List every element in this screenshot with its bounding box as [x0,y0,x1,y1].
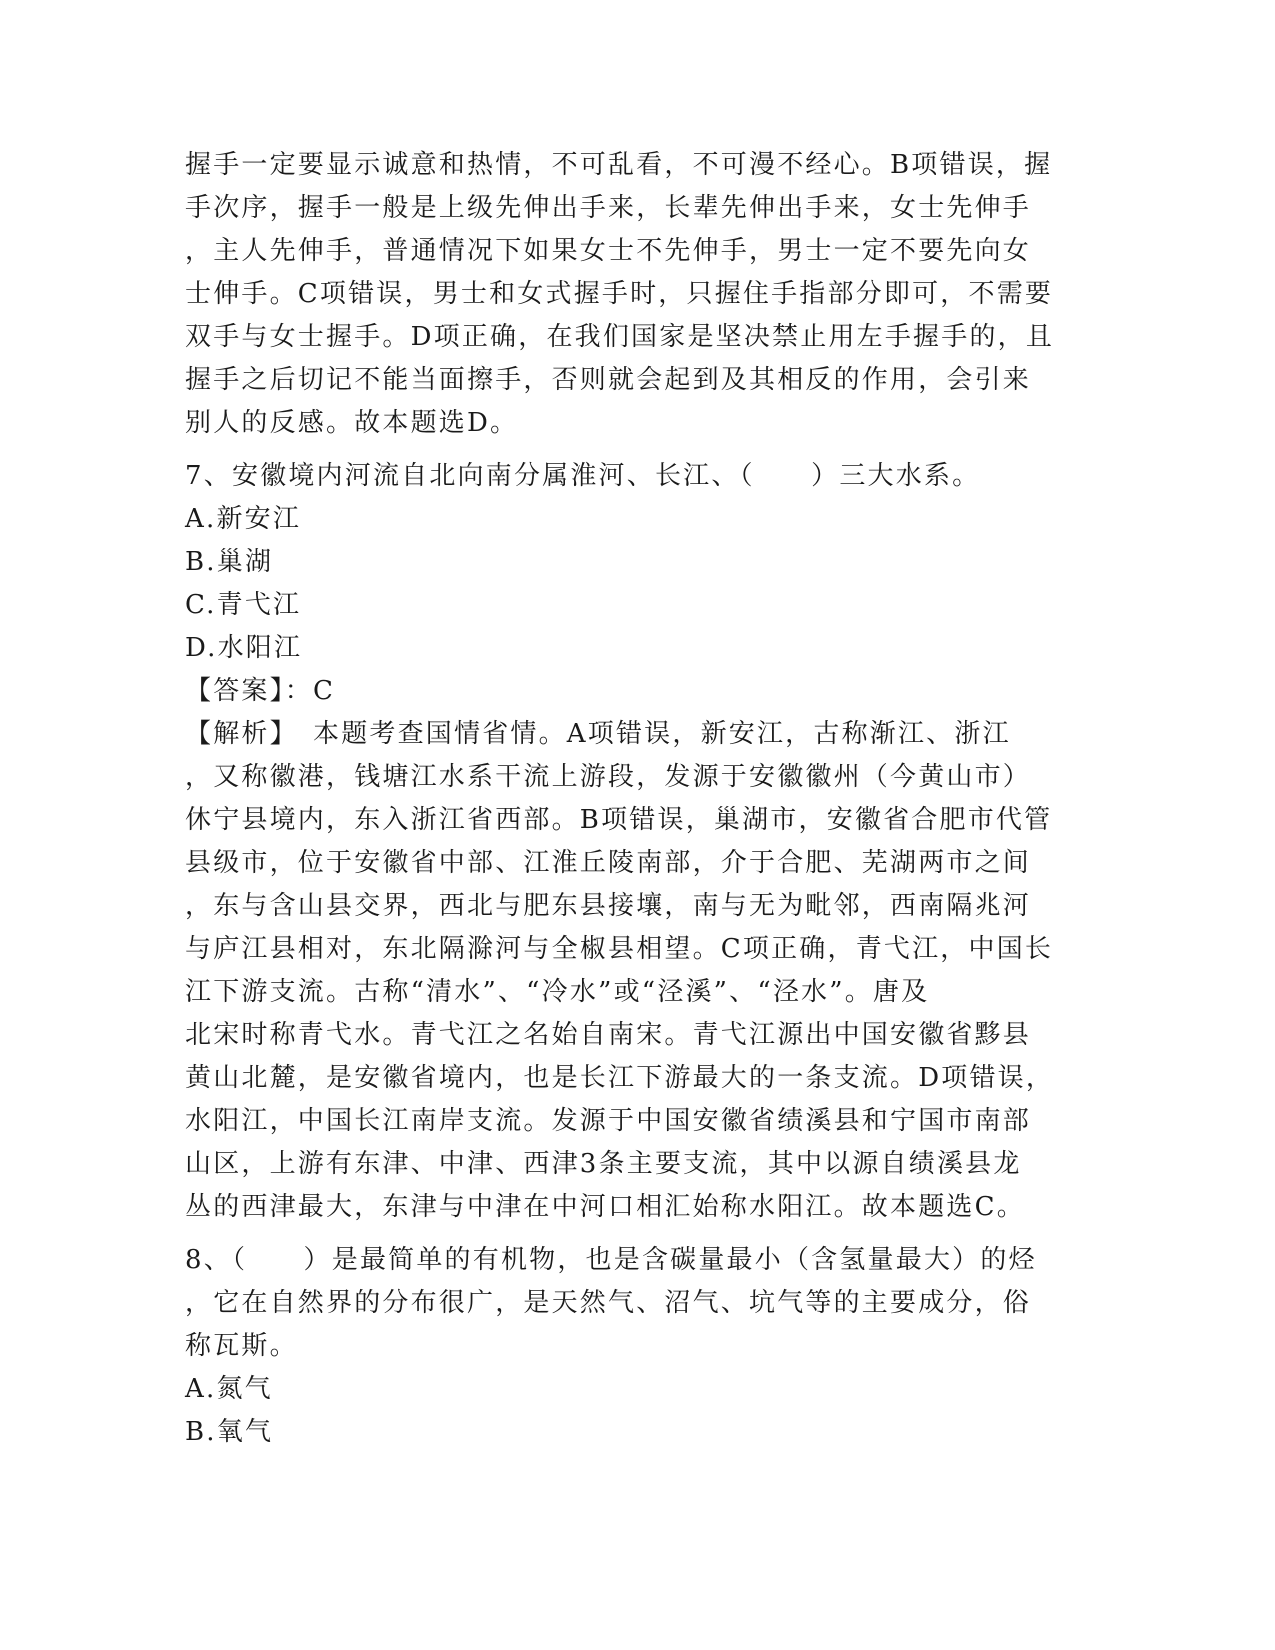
text-line: ，主人先伸手，普通情况下如果女士不先伸手，男士一定不要先向女 [185,236,1032,266]
document-body [185,144,1075,1454]
text-line: 【解析】 本题考查国情省情。A项错误，新安江，古称渐江、浙江 [185,719,1011,749]
option-b: B.巢湖 [185,547,274,577]
text-line: 别人的反感。故本题选D。 [185,408,519,438]
question-7 [185,455,1075,1229]
text-line: 双手与女士握手。D项正确，在我们国家是坚决禁止用左手握手的，且 [185,322,1055,352]
text-line: 北宋时称青弋水。青弋江之名始自南宋。青弋江源出中国安徽省黟县 [185,1020,1032,1050]
option-c: C.青弋江 [185,590,302,620]
question-text: 7、安徽境内河流自北向南分属淮河、长江、（ ）三大水系。 [185,461,981,491]
text-line: 江下游支流。古称“清水”、“冷水”或“泾溪”、“泾水”。唐及 [185,977,930,1007]
text-line: 水阳江，中国长江南岸支流。发源于中国安徽省绩溪县和宁国市南部 [185,1106,1032,1136]
text-line: ，又称徽港，钱塘江水系干流上游段，发源于安徽徽州（今黄山市） [185,762,1032,792]
question-text: 称瓦斯。 [185,1331,298,1361]
spacer [185,445,1075,455]
spacer [185,1229,1075,1239]
text-line: 休宁县境内，东入浙江省西部。B项错误，巢湖市，安徽省合肥市代管 [185,805,1053,835]
option-d: D.水阳江 [185,633,303,663]
text-line: 握手一定要显示诚意和热情，不可乱看，不可漫不经心。B项错误，握 [185,150,1053,180]
option-b: B.氧气 [185,1417,274,1447]
question-text: ，它在自然界的分布很广，是天然气、沼气、坑气等的主要成分，俗 [185,1288,1032,1318]
text-line: 与庐江县相对，东北隔滁河与全椒县相望。C项正确，青弋江，中国长 [185,934,1054,964]
text-line: 黄山北麓，是安徽省境内，也是长江下游最大的一条支流。D项错误， [185,1063,1055,1093]
previous-analysis [185,144,1075,445]
text-line: 手次序，握手一般是上级先伸出手来，长辈先伸出手来，女士先伸手 [185,193,1032,223]
analysis [185,713,1075,1229]
answer-line: 【答案】：C [185,676,336,706]
question-text: 8、（ ）是最简单的有机物，也是含碳量最小（含氢量最大）的烃 [185,1245,1037,1275]
text-line: 士伸手。C项错误，男士和女式握手时，只握住手指部分即可，不需要 [185,279,1054,309]
text-line: ，东与含山县交界，西北与肥东县接壤，南与无为毗邻，西南隔兆河 [185,891,1032,921]
text-line: 山区，上游有东津、中津、西津3条主要支流，其中以源自绩溪县龙 [185,1149,1022,1179]
option-a: A.氮气 [185,1374,273,1404]
text-line: 握手之后切记不能当面擦手，否则就会起到及其相反的作用，会引来 [185,365,1032,395]
question-8 [185,1239,1075,1454]
text-line: 丛的西津最大，东津与中津在中河口相汇始称水阳江。故本题选C。 [185,1192,1025,1222]
option-a: A.新安江 [185,504,302,534]
text-line: 县级市，位于安徽省中部、江淮丘陵南部，介于合肥、芜湖两市之间 [185,848,1032,878]
